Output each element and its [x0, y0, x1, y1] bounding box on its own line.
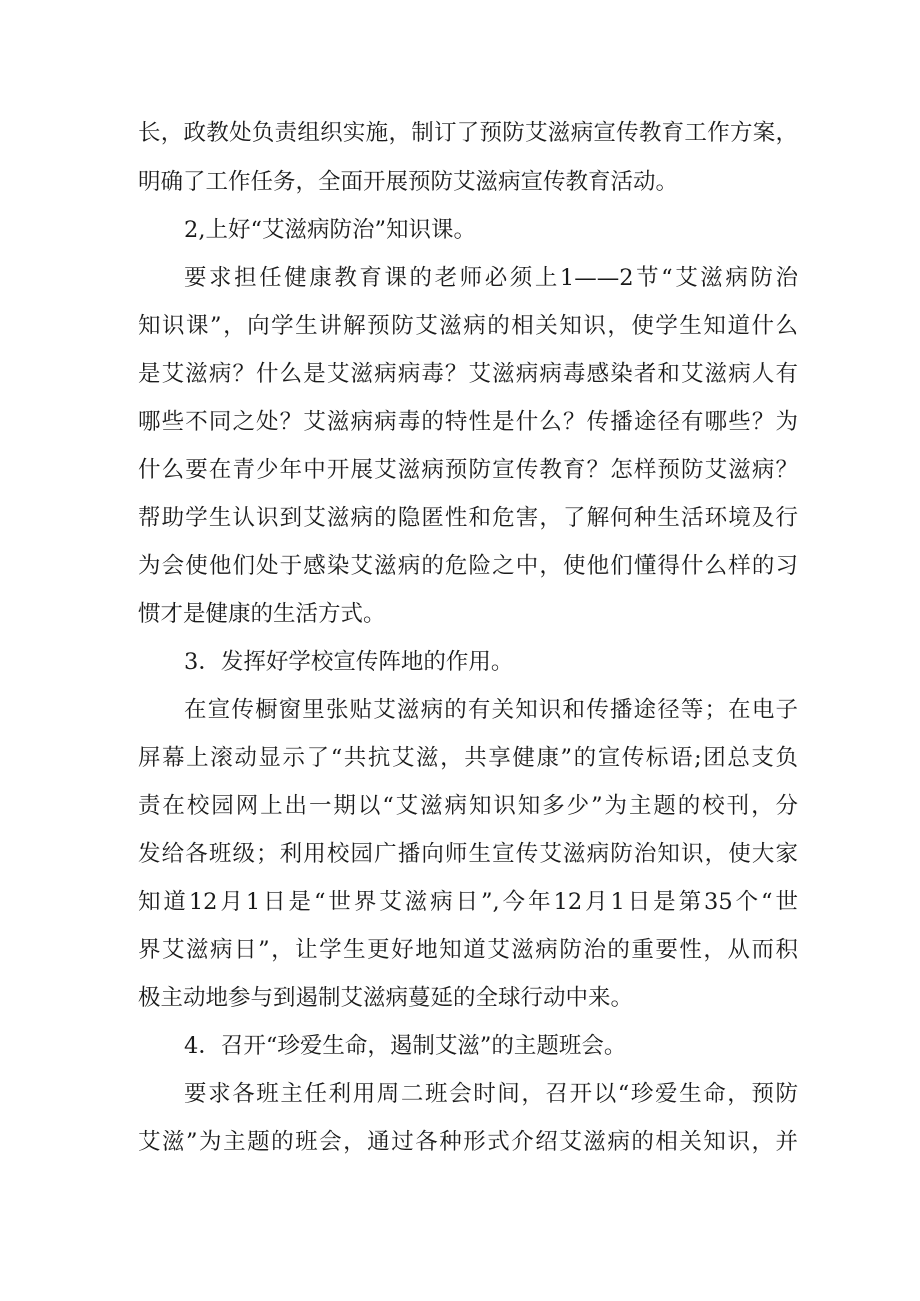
text-line: 知识课”，向学生讲解预防艾滋病的相关知识，使学生知道什么	[138, 313, 798, 339]
text-line: 明确了工作任务，全面开展预防艾滋病宣传教育活动。	[138, 169, 679, 195]
text-line: 界艾滋病日”，让学生更好地知道艾滋病防治的重要性，从而积	[138, 937, 798, 963]
text-line: 艾滋”为主题的班会，通过各种形式介绍艾滋病的相关知识，并	[138, 1129, 798, 1155]
text-line: 屏幕上滚动显示了“共抗艾滋，共享健康”的宣传标语;团总支负	[138, 745, 798, 771]
text-line: 发给各班级；利用校园广播向师生宣传艾滋病防治知识，使大家	[138, 841, 798, 867]
text-line: 帮助学生认识到艾滋病的隐匿性和危害，了解何种生活环境及行	[138, 505, 798, 531]
section-heading: 4．召开“珍爱生命，遏制艾滋”的主题班会。	[184, 1033, 627, 1059]
section-heading: 3．发挥好学校宣传阵地的作用。	[184, 649, 514, 675]
section-heading: 2,上好“艾滋病防治”知识课。	[184, 217, 476, 243]
text-line: 要求担任健康教育课的老师必须上1——2节“艾滋病防治	[184, 265, 798, 291]
text-line: 惯才是健康的生活方式。	[138, 601, 386, 627]
text-line: 哪些不同之处？艾滋病病毒的特性是什么？传播途径有哪些？为	[138, 409, 798, 435]
text-line: 要求各班主任利用周二班会时间，召开以“珍爱生命，预防	[184, 1081, 798, 1107]
text-line: 什么要在青少年中开展艾滋病预防宣传教育？怎样预防艾滋病？	[138, 457, 798, 483]
text-line: 知道12月1日是“世界艾滋病日”,今年12月1日是第35个“世	[138, 889, 798, 915]
text-line: 在宣传橱窗里张贴艾滋病的有关知识和传播途径等；在电子	[184, 697, 798, 723]
text-line: 为会使他们处于感染艾滋病的危险之中，使他们懂得什么样的习	[138, 553, 798, 579]
text-line: 长，政教处负责组织实施，制订了预防艾滋病宣传教育工作方案，	[138, 120, 798, 146]
text-line: 极主动地参与到遏制艾滋病蔓延的全球行动中来。	[138, 985, 634, 1011]
text-line: 责在校园网上出一期以“艾滋病知识知多少”为主题的校刊，分	[138, 793, 798, 819]
text-line: 是艾滋病？什么是艾滋病病毒？艾滋病病毒感染者和艾滋病人有	[138, 361, 798, 387]
